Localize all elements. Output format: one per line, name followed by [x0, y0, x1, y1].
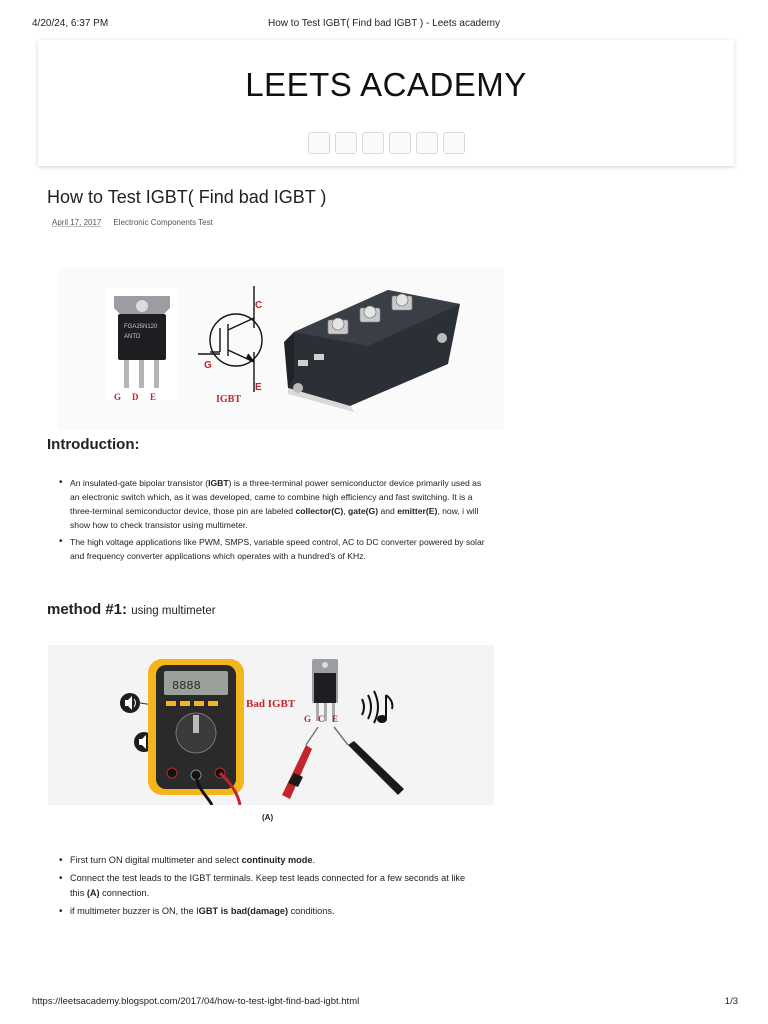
pin-label-e: E [150, 392, 157, 402]
multimeter-icon [148, 659, 244, 795]
print-page-title: How to Test IGBT( Find bad IGBT ) - Leets academy [268, 18, 500, 29]
multimeter-illustration [48, 645, 494, 805]
site-header [38, 40, 734, 166]
device-pin-c: C [318, 714, 325, 724]
igbt-package-icon [106, 288, 178, 402]
symbol-caption: IGBT [216, 394, 242, 405]
device-pin-g: G [304, 714, 312, 724]
figure-caption: (A) [262, 813, 274, 822]
chip-marking-1: FGA25N120 [124, 324, 158, 330]
probe-red-icon [282, 727, 318, 799]
pin-label-d: D [132, 392, 139, 402]
list-item: • An insulated-gate bipolar transistor (IGBT) is a three-terminal power semiconductor device primarily used as an electronic switch which, as it was developed, came to combine high efficiency and fast switching. It is a three-terminal semiconductor device, those pin are labeled collector(C), gate(G) and emitter(E), now, i will show how to check transistor using multimeter. [48, 476, 488, 532]
post-title[interactable]: How to Test IGBT( Find bad IGBT ) [47, 187, 327, 207]
device-pin-e: E [332, 714, 339, 724]
site-title[interactable]: LEETS ACADEMY [245, 66, 527, 103]
print-url: https://leetsacademy.blogspot.com/2017/04/how-to-test-igbt-find-bad-igbt.html [32, 996, 360, 1007]
method-heading [47, 601, 216, 618]
list-item: • Connect the test leads to the IGBT terminals. Keep test leads connected for a few seconds at like this (A) connection. [48, 871, 468, 901]
post-date[interactable]: April 17, 2017 [52, 218, 102, 227]
post-meta [52, 218, 213, 227]
chip-marking-2: ANTD [124, 334, 141, 340]
method-subtitle: using multimeter [131, 605, 216, 617]
social-icon[interactable] [362, 132, 384, 154]
method-title: method #1: [47, 601, 128, 618]
introduction-heading: Introduction: [47, 436, 140, 453]
music-note-icon [377, 695, 392, 723]
list-item: • First turn ON digital multimeter and select continuity mode. [48, 853, 468, 868]
bad-igbt-label: Bad IGBT [246, 698, 296, 710]
social-icon[interactable] [335, 132, 357, 154]
igbt-figure [58, 268, 504, 430]
social-icon[interactable] [416, 132, 438, 154]
buzzer-sound-icon [362, 691, 378, 723]
steps-list [48, 853, 468, 922]
symbol-label-g: G [204, 360, 212, 371]
print-datetime: 4/20/24, 6:37 PM [32, 18, 109, 29]
introduction-list [48, 476, 488, 566]
social-icons [308, 132, 465, 154]
social-icon[interactable] [389, 132, 411, 154]
symbol-label-c: C [255, 300, 263, 311]
igbt-symbol-icon [198, 286, 262, 392]
post-category[interactable]: Electronic Components Test [113, 218, 213, 227]
pin-label-g: G [114, 392, 122, 402]
list-item: • The high voltage applications like PWM, SMPS, variable speed control, AC to DC converter powered by solar and frequency converter applications which operates with a hundred's of KHz. [48, 535, 488, 563]
igbt-device-icon [312, 659, 338, 721]
igbt-illustration [58, 268, 504, 430]
social-icon[interactable] [308, 132, 330, 154]
social-icon[interactable] [443, 132, 465, 154]
speaker-icon [120, 693, 140, 713]
print-page-number: 1/3 [724, 996, 738, 1007]
igbt-module-icon [284, 290, 460, 412]
list-item: • if multimeter buzzer is ON, the IGBT is bad(damage) conditions. [48, 904, 468, 919]
probe-black-icon [334, 727, 404, 795]
symbol-label-e: E [255, 382, 262, 393]
svg-text:8888: 8888 [172, 679, 201, 693]
multimeter-figure [48, 645, 494, 805]
